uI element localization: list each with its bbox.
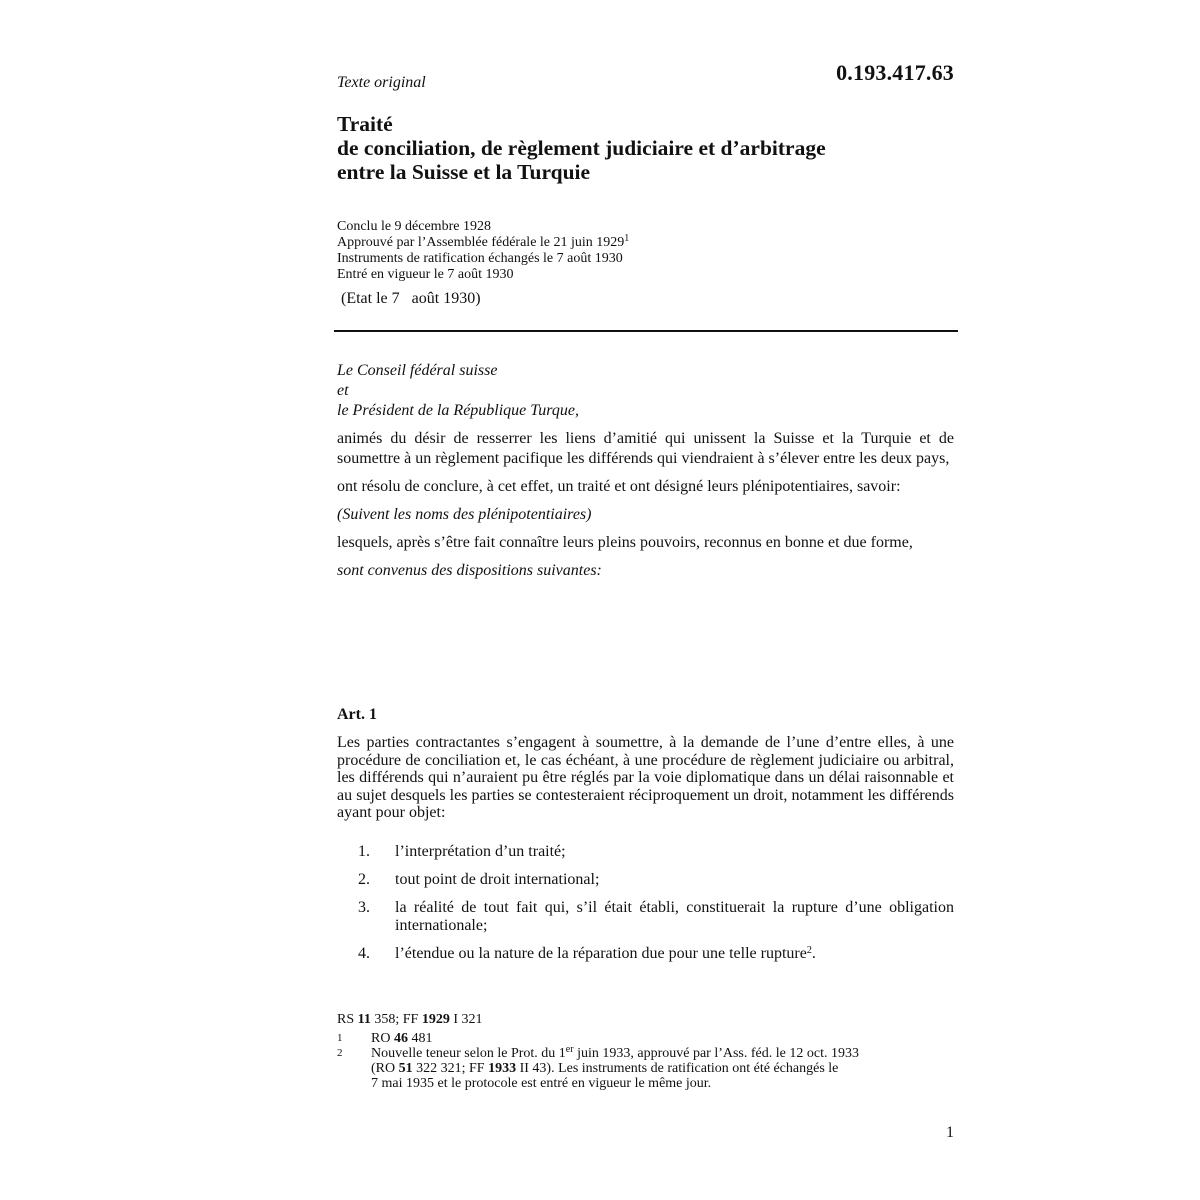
title-line-3: entre la Suisse et la Turquie [337, 160, 591, 184]
ratification-date: Instruments de ratification échangés le 7 août 1930 [337, 251, 623, 266]
in-force-date: Entré en vigueur le 7 août 1930 [337, 267, 514, 282]
footnotes [337, 1012, 954, 1091]
footnote-marker: 2 [337, 1047, 343, 1059]
plenipotentiaries-note: (Suivent les noms des plénipotentiaires) [337, 506, 592, 523]
page-number: 1 [946, 1124, 954, 1141]
list-item: 1. l’interprétation d’un traité; [358, 843, 566, 860]
original-text-label: Texte original [337, 74, 426, 91]
preamble [337, 361, 954, 581]
state-date: (Etat le 7 août 1930) [341, 290, 481, 307]
concluded-date: Conclu le 9 décembre 1928 [337, 219, 491, 234]
sr-number: 0.193.417.63 [836, 60, 954, 85]
footnote-1: 1 RO 46 481 [337, 1031, 433, 1046]
party-turkey: le Président de la République Turque, [337, 402, 580, 419]
treaty-title [337, 112, 954, 184]
treaty-metadata [337, 219, 954, 283]
list-item: 3. la réalité de tout fait qui, s’il était établi, constituerait la rupture d’une obligation internationale; [358, 899, 954, 934]
footnote-ref-1[interactable]: 1 [624, 233, 630, 244]
title-line-2: de conciliation, de règlement judiciaire et d’arbitrage [337, 136, 826, 160]
footnote-2: 2 Nouvelle teneur selon le Prot. du 1er juin 1933, approuvé par l’Ass. féd. le 12 oct. 1933 (RO 51 322 321; FF 1933 II 43). Les instruments de ratification ont été échangés le 7 mai 1935 et le protocole est entré en vigueur le même jour. [337, 1044, 859, 1091]
party-conjunction: et [337, 382, 349, 399]
title-line-1: Traité [337, 112, 393, 136]
footnote-ref-2[interactable]: 2 [806, 944, 812, 956]
list-item: 4. l’étendue ou la nature de la réparation due pour une telle rupture$^2$. [358, 944, 816, 962]
approval-date: Approuvé par l’Assemblée fédérale le 21 juin 1929$^1$ [337, 233, 630, 250]
party-swiss: Le Conseil fédéral suisse [337, 362, 498, 379]
article-heading: Art. 1 [337, 706, 377, 723]
header-divider [334, 330, 958, 332]
preamble-paragraph: animés du désir de resserrer les liens d’amitié qui unissent la Suisse et la Turquie et de soumettre à un règlement pacifique les différends qui viendraient à s’élever entre les deux pays, [337, 430, 954, 467]
preamble-paragraph: ont résolu de conclure, à cet effet, un traité et ont désigné leurs plénipotentiaires, savoir: [337, 478, 901, 495]
footnote-marker: 1 [337, 1032, 343, 1044]
preamble-closing: sont convenus des dispositions suivantes: [337, 562, 602, 579]
article-list [337, 843, 954, 973]
article-text: Les parties contractantes s’engagent à soumettre, à la demande de l’une d’entre elles, à une procédure de conciliation et, le cas échéant, à une procédure de règlement judiciaire ou arbitral, les différends qui n’auraient pu être réglés par la voie diplomatique dans un délai raisonnable et au sujet desquels les parties se contesteraient réciproquement un droit, notamment les différends ayant pour objet: [337, 734, 954, 821]
source-reference: RS 11 358; FF 1929 I 321 [337, 1012, 483, 1027]
preamble-paragraph: lesquels, après s’être fait connaître leurs pleins pouvoirs, reconnus en bonne et due forme, [337, 534, 913, 551]
list-item: 2. tout point de droit international; [358, 871, 600, 888]
